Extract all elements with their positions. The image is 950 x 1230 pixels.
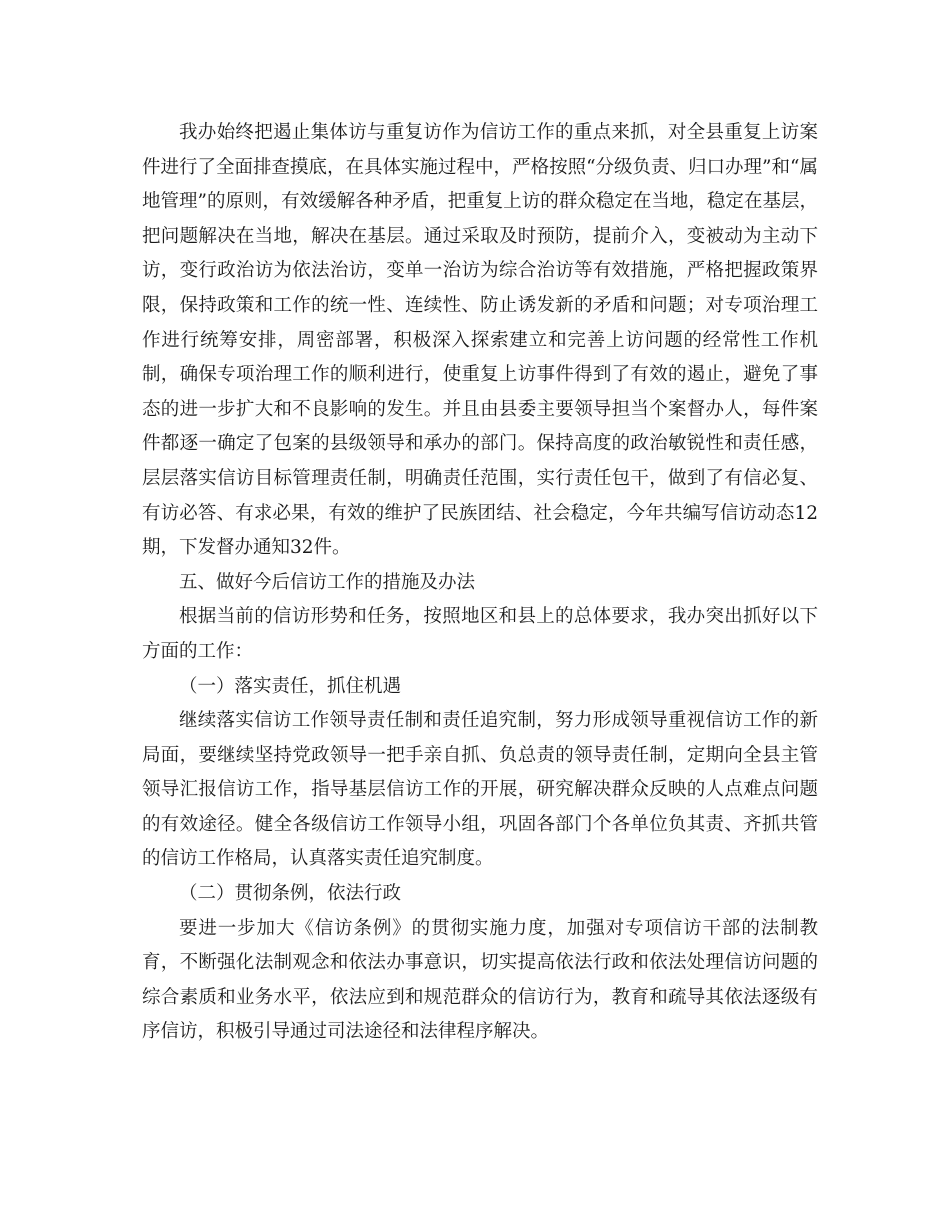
paragraph-intro-measures: 根据当前的信访形势和任务，按照地区和县上的总体要求，我办突出抓好以下方面的工作：: [142, 606, 818, 662]
paragraph-responsibility: 继续落实信访工作领导责任制和责任追究制，努力形成领导重视信访工作的新局面，要继续坚持党政领导一把手亲自抓、负总责的领导责任制，定期向全县主管领导汇报信访工作，指导基层信访工作的开展，研究解决群众反映的人点难点问题的有效途径。健全各级信访工作领导小组，巩固各部门个各单位负其责、齐抓共管的信访工作格局，认真落实责任追究制度。: [142, 710, 818, 870]
section-heading-measures: 五、做好今后信访工作的措施及办法: [179, 571, 476, 593]
document-body: [142, 116, 818, 1050]
paragraph-repeat-petition-control: 我办始终把遏止集体访与重复访作为信访工作的重点来抓，对全县重复上访案件进行了全面排查摸底，在具体实施过程中，严格按照“分级负责、归口办理”和“属地管理”的原则，有效缓解各种矛盾，把重复上访的群众稳定在当地，稳定在基层，把问题解决在当地，解决在基层。通过采取及时预防，提前介入，变被动为主动下访，变行政治访为依法治访，变单一治访为综合治访等有效措施，严格把握政策界限，保持政策和工作的统一性、连续性、防止诱发新的矛盾和问题；对专项治理工作进行统筹安排，周密部署，积极深入探索建立和完善上访问题的经常性工作机制，确保专项治理工作的顺利进行，使重复上访事件得到了有效的遏止，避免了事态的进一步扩大和不良影响的发生。并且由县委主要领导担当个案督办人，每件案件都逐一确定了包案的县级领导和承办的部门。保持高度的政治敏锐性和责任感，层层落实信访目标管理责任制，明确责任范围，实行责任包干，做到了有信必复、有访必答、有求必果，有效的维护了民族团结、社会稳定，今年共编写信访动态12期，下发督办通知32件。: [142, 122, 818, 559]
paragraph-regulations: 要进一步加大《信访条例》的贯彻实施力度，加强对专项信访干部的法制教育，不断强化法制观念和依法办事意识，切实提高依法行政和依法处理信访问题的综合素质和业务水平，依法应到和规范群众的信访行为，教育和疏导其依法逐级有序信访，积极引导通过司法途径和法律程序解决。: [142, 917, 818, 1043]
subheading-responsibility: （一）落实责任，抓住机遇: [179, 675, 402, 697]
subheading-regulations: （二）贯彻条例，依法行政: [179, 883, 402, 905]
